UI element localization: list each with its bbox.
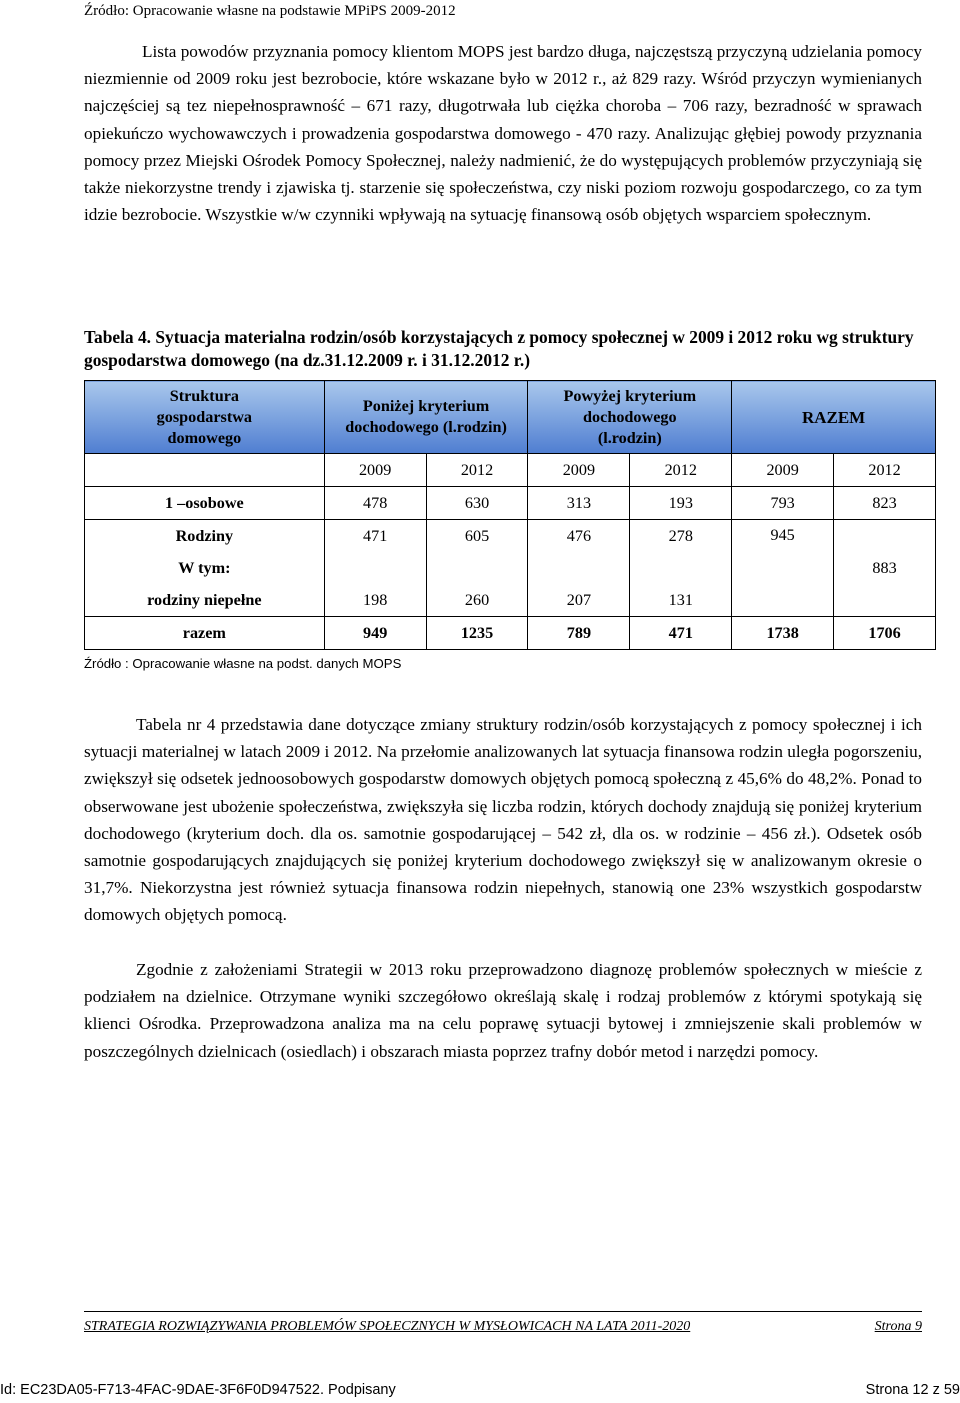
header-below-criterion: Poniżej kryterium dochodowego (l.rodzin) (324, 381, 528, 454)
row-label: razem (85, 617, 325, 650)
page-footer (84, 1319, 922, 1335)
paragraph-causes: Lista powodów przyznania pomocy klientom MOPS jest bardzo długa, najczęstszą przyczyną udzielania pomocy niezmiennie od 2009 roku jest bezrobocie, które wskazane było w 2012 r., aż 829 razy. Wśród przyczyn wymienianych najczęściej są tez niepełnosprawność – 671 razy, długotrwała lub ciężka choroba – 706 razy, bezradność w sprawach opiekuńczo wychowawczych i prowadzenia gospodarstwa domowego - 470 razy. Analizując głębiej powody przyznania pomocy przez Miejski Ośrodek Pomocy Społecznej, należy nadmienić, że do występujących problemów przyczyniają się także niekorzystne trendy i zjawiska tj. starzenie się społeczeństwa, czy niski poziom rozwoju gospodarczego, co za tym idzie bezrobocie. Wszystkie w/w czynniki wpływają na sytuację finansową osób objętych wsparciem społecznym. (84, 42, 922, 225)
table-cell: 260 (426, 584, 528, 617)
table-cell: 823 (834, 487, 936, 520)
table-cell: 1235 (426, 617, 528, 650)
year-cell: 2012 (426, 454, 528, 487)
header-source: Źródło: Opracowanie własne na podstawie MPiPS 2009-2012 (84, 3, 456, 19)
footer-title: STRATEGIA ROZWIĄZYWANIA PROBLEMÓW SPOŁECZNYCH W MYSŁOWICACH NA LATA 2011-2020 (84, 1319, 691, 1334)
table-title: Tabela 4. Sytuacja materialna rodzin/osób korzystających z pomocy społecznej w 2009 i 2012 roku wg struktury gospodarstwa domowego (na dz.31.12.2009 r. i 31.12.2012 r.) (84, 327, 914, 370)
year-cell: 2012 (630, 454, 732, 487)
table-header-row (85, 381, 936, 454)
table-cell: 471 (324, 520, 426, 553)
table-row-single (85, 487, 936, 520)
table-cell: 605 (426, 520, 528, 553)
table-cell: 131 (630, 584, 732, 617)
table-row-families (85, 520, 936, 553)
year-cell: 2009 (528, 454, 630, 487)
year-cell: 2009 (732, 454, 834, 487)
signature-id: Id: EC23DA05-F713-4FAC-9DAE-3F6F0D947522. Podpisany (0, 1382, 396, 1398)
years-empty-cell (85, 454, 325, 487)
table-cell: 476 (528, 520, 630, 553)
table-years-row (85, 454, 936, 487)
header-total: RAZEM (732, 381, 936, 454)
table-cell: 945 (732, 520, 834, 617)
footer-divider (84, 1311, 922, 1312)
footer-page: Strona 9 (874, 1319, 922, 1334)
table-cell: 193 (630, 487, 732, 520)
row-label: W tym: (85, 552, 325, 584)
table-cell: 313 (528, 487, 630, 520)
table-cell (630, 552, 732, 584)
signature-line (0, 1382, 960, 1398)
table-cell: 789 (528, 617, 630, 650)
table-cell (324, 552, 426, 584)
year-cell: 2009 (324, 454, 426, 487)
paragraph-strategy: Zgodnie z założeniami Strategii w 2013 roku przeprowadzono diagnozę problemów społecznych w mieście z podziałem na dzielnice. Otrzymane wyniki szczegółowo określają skalę i rodzaj problemów z którymi spotykają się klienci Ośrodka. Przeprowadzona analiza ma na celu poprawę sytuacji bytowej i zmniejszenie skali problemów w poszczególnych dzielnicach (osiedlach) i obszarach miasta poprzez trafny dobór metod i narzędzi pomocy. (84, 960, 922, 1061)
paragraph-table-analysis: Tabela nr 4 przedstawia dane dotyczące zmiany struktury rodzin/osób korzystających z pomocy społecznej i ich sytuacji materialnej w latach 2009 i 2012. Na przełomie analizowanych lat sytuacja finansowa rodzin uległa pogorszeniu, zwiększył się odsetek jednoosobowych gospodarstw domowych objętych pomocą społeczną z 45,6% do 48,2%. Ponad to obserwowane jest ubożenie społeczeństwa, zwiększyła się liczba rodzin, których dochody znajdują się poniżej kryterium dochodowego (kryterium doch. dla os. samotnie gospodarującej – 542 zł, dla os. w rodzinie – 456 zł.). Odsetek osób samotnie gospodarujących znajdujących się poniżej kryterium dochodowego zwiększył się w analizowanym okresie o 31,7%. Niekorzystna jest również sytuacja finansowa rodzin niepełnych, stanowią one 23% wszystkich gospodarstw domowych objętych pomocą. (84, 715, 922, 925)
header-structure: Struktura gospodarstwa domowego (85, 381, 325, 454)
table-source: Źródło : Opracowanie własne na podst. danych MOPS (84, 656, 402, 671)
table-cell: 1706 (834, 617, 936, 650)
table-cell: 630 (426, 487, 528, 520)
table-cell: 1738 (732, 617, 834, 650)
table-cell: 949 (324, 617, 426, 650)
table-cell: 198 (324, 584, 426, 617)
row-label: rodziny niepełne (85, 584, 325, 617)
row-label: 1 –osobowe (85, 487, 325, 520)
year-cell: 2012 (834, 454, 936, 487)
signature-page: Strona 12 z 59 (865, 1382, 960, 1398)
table-cell: 793 (732, 487, 834, 520)
row-label: Rodziny (85, 520, 325, 553)
table-cell: 471 (630, 617, 732, 650)
table-cell: 207 (528, 584, 630, 617)
table-cell: 278 (630, 520, 732, 553)
table-row-total (85, 617, 936, 650)
table-cell (426, 552, 528, 584)
table-cell (528, 552, 630, 584)
table-cell: 883 (834, 520, 936, 617)
material-situation-table (84, 380, 936, 650)
header-above-criterion: Powyżej kryterium dochodowego (l.rodzin) (528, 381, 732, 454)
table-cell: 478 (324, 487, 426, 520)
